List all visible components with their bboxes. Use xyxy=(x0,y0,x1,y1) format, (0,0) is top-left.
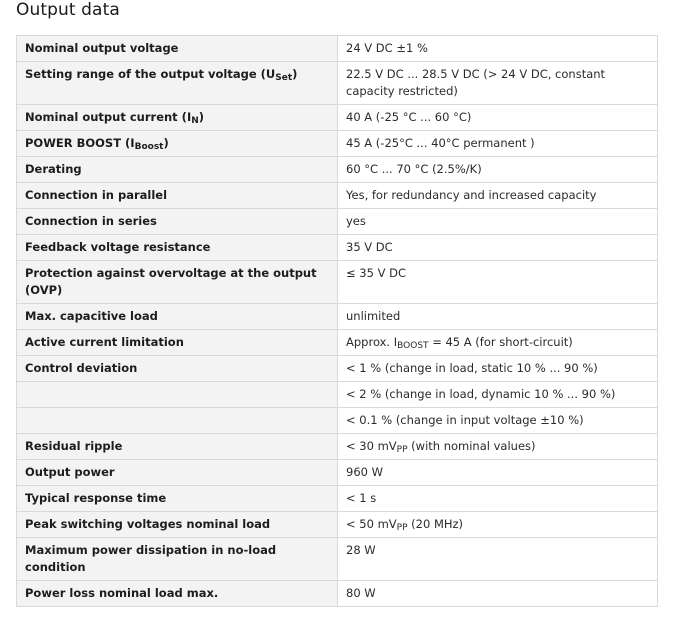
table-row xyxy=(17,36,658,62)
table-row xyxy=(17,183,658,209)
row-label xyxy=(17,382,338,408)
value-text: Approx. I xyxy=(346,335,398,349)
table-row xyxy=(17,209,658,235)
row-label: Residual ripple xyxy=(17,434,338,460)
row-label: Maximum power dissipation in no-load condition xyxy=(17,538,338,581)
value-text: < 50 mV xyxy=(346,517,397,531)
label-text: POWER BOOST (I xyxy=(25,136,135,150)
row-value xyxy=(338,434,658,460)
row-label: Control deviation xyxy=(17,356,338,382)
table-row xyxy=(17,131,658,157)
row-label: Active current limitation xyxy=(17,330,338,356)
page-title: Output data xyxy=(16,0,120,20)
label-text: Nominal output current (I xyxy=(25,110,192,124)
table-row xyxy=(17,157,658,183)
row-value: < 1 s xyxy=(338,486,658,512)
label-text: ) xyxy=(198,110,205,124)
value-subscript: BOOST xyxy=(397,341,429,351)
row-label: Output power xyxy=(17,460,338,486)
table-row xyxy=(17,235,658,261)
row-value: < 0.1 % (change in input voltage ±10 %) xyxy=(338,408,658,434)
row-value: 24 V DC ±1 % xyxy=(338,36,658,62)
table-row xyxy=(17,538,658,581)
value-text: = 45 A (for short-circuit) xyxy=(428,335,573,349)
row-value: 35 V DC xyxy=(338,235,658,261)
row-value: 45 A (-25°C ... 40°C permanent ) xyxy=(338,131,658,157)
row-label: Nominal output voltage xyxy=(17,36,338,62)
row-value: 960 W xyxy=(338,460,658,486)
value-text: < 30 mV xyxy=(346,439,397,453)
label-text: Setting range of the output voltage (U xyxy=(25,67,276,81)
row-label: Connection in parallel xyxy=(17,183,338,209)
row-label: Peak switching voltages nominal load xyxy=(17,512,338,538)
label-text: ) xyxy=(292,67,298,81)
row-value xyxy=(338,330,658,356)
specifications-table xyxy=(16,35,658,607)
table-row xyxy=(17,581,658,607)
row-label: Power loss nominal load max. xyxy=(17,581,338,607)
table-row xyxy=(17,486,658,512)
label-subscript: N xyxy=(191,116,199,126)
row-value: yes xyxy=(338,209,658,235)
table-row xyxy=(17,356,658,382)
value-text: (with nominal values) xyxy=(407,439,536,453)
table-row xyxy=(17,105,658,131)
table-row xyxy=(17,330,658,356)
value-subscript: PP xyxy=(396,445,408,455)
row-label: Derating xyxy=(17,157,338,183)
row-value: ≤ 35 V DC xyxy=(338,261,658,304)
table-row xyxy=(17,382,658,408)
table-row xyxy=(17,261,658,304)
row-value: 22.5 V DC ... 28.5 V DC (> 24 V DC, constant capacity restricted) xyxy=(338,62,658,105)
label-text: ) xyxy=(163,136,169,150)
row-label: Protection against overvoltage at the output (OVP) xyxy=(17,261,338,304)
label-subscript: Set xyxy=(275,73,293,83)
table-row xyxy=(17,62,658,105)
table-row xyxy=(17,434,658,460)
row-value: < 1 % (change in load, static 10 % ... 90 %) xyxy=(338,356,658,382)
table-row xyxy=(17,408,658,434)
row-label: Connection in series xyxy=(17,209,338,235)
row-value: 40 A (-25 °C ... 60 °C) xyxy=(338,105,658,131)
row-value: < 2 % (change in load, dynamic 10 % ... 90 %) xyxy=(338,382,658,408)
row-value: 80 W xyxy=(338,581,658,607)
table-row xyxy=(17,460,658,486)
row-label xyxy=(17,131,338,157)
row-value: Yes, for redundancy and increased capacity xyxy=(338,183,658,209)
row-label: Typical response time xyxy=(17,486,338,512)
row-label xyxy=(17,105,338,131)
value-subscript: PP xyxy=(396,523,408,533)
label-subscript: Boost xyxy=(134,142,164,152)
value-text: (20 MHz) xyxy=(407,517,464,531)
row-label: Max. capacitive load xyxy=(17,304,338,330)
row-value xyxy=(338,512,658,538)
row-label xyxy=(17,62,338,105)
row-label: Feedback voltage resistance xyxy=(17,235,338,261)
row-label xyxy=(17,408,338,434)
row-value: unlimited xyxy=(338,304,658,330)
row-value: 28 W xyxy=(338,538,658,581)
row-value: 60 °C ... 70 °C (2.5%/K) xyxy=(338,157,658,183)
table-row xyxy=(17,304,658,330)
table-row xyxy=(17,512,658,538)
